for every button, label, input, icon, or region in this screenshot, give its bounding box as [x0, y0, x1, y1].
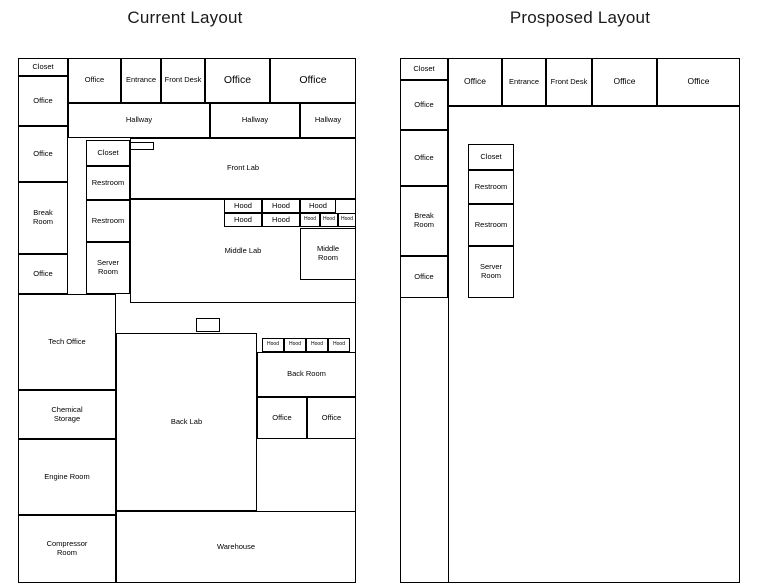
room-office	[448, 58, 502, 106]
room-label: Hood	[341, 216, 353, 223]
room-restroom	[86, 200, 130, 242]
room-server-room	[468, 246, 514, 298]
hood-hood	[338, 213, 356, 227]
room-label: Front Lab	[226, 163, 260, 173]
room-label: Front Desk	[550, 76, 588, 86]
room-label: Office	[414, 152, 434, 162]
hood-hood	[328, 338, 350, 352]
room-front-lab	[130, 138, 356, 199]
room-closet	[18, 58, 68, 76]
room-label: Hood	[311, 341, 323, 348]
room-label: Office	[299, 74, 327, 87]
room-label: Tech Office	[48, 336, 86, 346]
room-back-lab	[116, 333, 257, 511]
room-office	[307, 397, 356, 439]
room-label: Hood	[234, 200, 252, 210]
room-restroom	[468, 170, 514, 204]
hood-hood	[262, 199, 300, 213]
room-label: Hood	[323, 216, 335, 223]
room-break-room	[18, 182, 68, 254]
room-label: Office	[613, 76, 636, 87]
hood-hood	[262, 213, 300, 227]
room-label: Back Lab	[170, 416, 203, 426]
room-chemical-storage	[18, 390, 116, 439]
room-label: Break Room	[413, 211, 434, 229]
room-entrance	[502, 58, 546, 106]
room-break-room	[400, 186, 448, 256]
room-closet	[400, 58, 448, 80]
door-jog-top	[130, 142, 154, 150]
room-label: Closet	[480, 151, 502, 161]
room-label: Middle Room	[316, 244, 340, 262]
room-label: Office	[321, 412, 342, 422]
room-office	[18, 76, 68, 126]
room-label: Restroom	[474, 181, 508, 191]
room-label: Back Room	[287, 369, 326, 379]
room-label: Server Room	[96, 258, 120, 276]
room-label: Office	[84, 75, 105, 85]
hood-hood	[300, 213, 320, 227]
room-warehouse	[116, 511, 356, 583]
room-label: Hood	[333, 341, 345, 348]
room-label: Hallway	[314, 115, 342, 125]
room-label: Hood	[234, 214, 252, 224]
room-label: Hood	[272, 214, 290, 224]
room-label: Closet	[413, 63, 435, 73]
room-label: Office	[33, 148, 53, 158]
room-label: Hood	[272, 200, 290, 210]
room-office	[400, 256, 448, 298]
room-label: Break Room	[32, 208, 53, 226]
hood-hood	[320, 213, 338, 227]
room-office	[270, 58, 356, 103]
room-office	[18, 126, 68, 182]
room-label: Front Desk	[164, 75, 202, 85]
room-label: Office	[33, 268, 53, 278]
room-label: Restroom	[91, 177, 125, 187]
room-label: Office	[223, 74, 252, 87]
room-label: Compressor Room	[46, 539, 88, 557]
room-office	[257, 397, 307, 439]
room-front-desk	[546, 58, 592, 106]
room-label: Entrance	[125, 75, 157, 85]
hood-hood	[284, 338, 306, 352]
room-hallway	[210, 103, 300, 138]
room-label: Hood	[289, 341, 301, 348]
room-hallway	[300, 103, 356, 138]
room-office	[68, 58, 121, 103]
room-label: Office	[687, 76, 710, 87]
room-label: Office	[463, 76, 487, 87]
room-middle-room	[300, 228, 356, 280]
room-label: Engine Room	[44, 471, 90, 481]
room-label: Office	[33, 95, 53, 105]
room-label: Office	[272, 412, 292, 422]
room-office	[400, 130, 448, 186]
hood-hood	[306, 338, 328, 352]
room-entrance	[121, 58, 161, 103]
room-hallway	[68, 103, 210, 138]
room-label: Office	[414, 271, 434, 281]
room-label: Hallway	[241, 115, 269, 125]
room-back-room	[257, 352, 356, 397]
room-office	[400, 80, 448, 130]
room-label: Hood	[309, 200, 327, 210]
room-tech-office	[18, 294, 116, 390]
room-office	[592, 58, 657, 106]
room-label: Warehouse	[216, 541, 256, 551]
proposed-layout-title: Prosposed Layout	[509, 8, 651, 27]
room-label: Hood	[267, 341, 279, 348]
hood-hood	[224, 199, 262, 213]
room-engine-room	[18, 439, 116, 515]
current-layout-title: Current Layout	[127, 8, 243, 27]
room-label: Hallway	[125, 115, 153, 125]
hood-hood	[300, 199, 336, 213]
room-office	[205, 58, 270, 103]
room-closet	[468, 144, 514, 170]
door-jog-mid	[196, 318, 220, 332]
room-server-room	[86, 242, 130, 294]
room-label: Entrance	[508, 76, 540, 86]
room-closet	[86, 140, 130, 166]
room-label: Office	[414, 99, 434, 109]
room-compressor-room	[18, 515, 116, 583]
room-label: Closet	[32, 61, 54, 71]
room-restroom	[86, 166, 130, 200]
room-office	[657, 58, 740, 106]
room-label: Restroom	[91, 215, 125, 225]
hood-hood	[224, 213, 262, 227]
hood-hood	[262, 338, 284, 352]
room-office	[18, 254, 68, 294]
room-label: Server Room	[479, 262, 503, 280]
room-restroom	[468, 204, 514, 246]
room-label: Restroom	[474, 219, 508, 229]
room-label: Middle Lab	[224, 245, 262, 255]
room-label: Closet	[97, 147, 119, 157]
room-front-desk	[161, 58, 205, 103]
room-label: Chemical Storage	[51, 404, 83, 423]
room-label: Hood	[304, 216, 316, 223]
